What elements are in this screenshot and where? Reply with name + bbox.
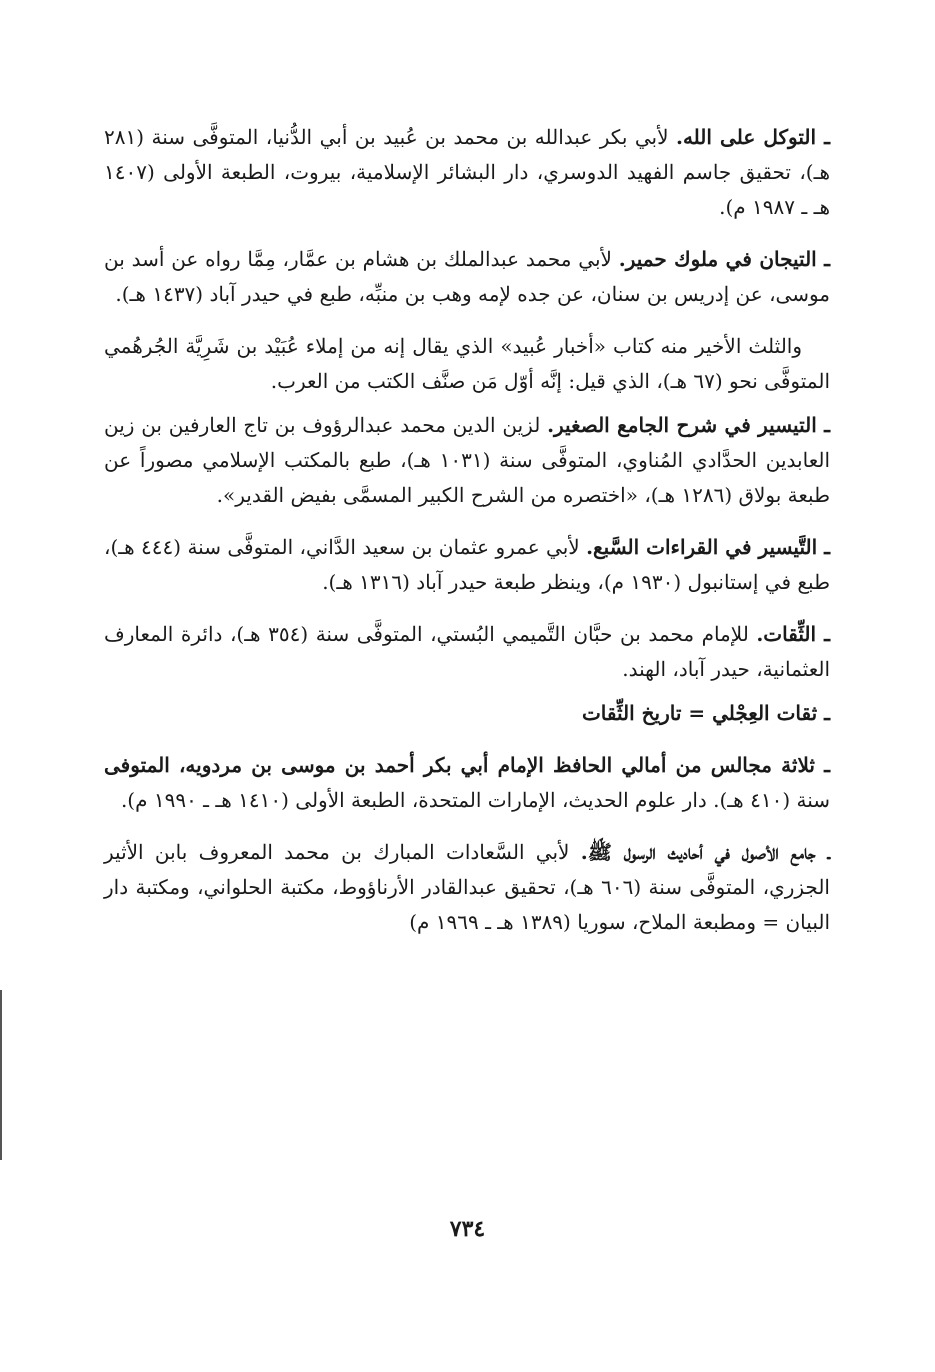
entry-dash: ـ <box>816 413 831 437</box>
scan-margin-line <box>0 990 2 1160</box>
entry-dash: ـ <box>816 247 831 271</box>
bibliography-entry <box>104 120 830 225</box>
entry-text: لأبي محمد عبدالملك بن هشام بن عمَّار، مِمَّا رواه عن أسد بن موسى، عن إدريس بن سنان، عن جده لإمه وهب بن منبِّه، طبع في حيدر آباد (١٤٣٧ هـ). <box>104 247 830 306</box>
bibliography-entry <box>104 242 830 312</box>
entry-text: للإمام محمد بن حبَّان التَّميمي البُستي، المتوفَّى سنة (٣٥٤ هـ)، دائرة المعارف العثمانية، حيدر آباد، الهند. <box>104 622 830 681</box>
bibliography-entry <box>104 835 830 940</box>
entry-dash: ـ <box>815 840 830 864</box>
entry-title: التَّيسير في القراءات السَّبع. <box>586 535 818 559</box>
entry-title: جامع الأصول في أحاديث الرسول ﷺ. <box>580 840 816 864</box>
entry-dash: ـ <box>817 535 830 559</box>
entry-text: لأبي السَّعادات المبارك بن محمد المعروف بابن الأثير الجزري، المتوفَّى سنة (٦٠٦ هـ)، تحقيق عبدالقادر الأرناؤوط، مكتبة الحلواني، ومكتبة دار البيان = ومطبعة الملاح، سوريا (١٣٨٩ هـ ـ ١٩٦٩ م) <box>104 840 830 934</box>
bibliography-note <box>104 329 830 399</box>
bibliography-entry <box>104 748 830 818</box>
entry-dash: ـ <box>814 753 831 777</box>
entry-title: ثلاثة مجالس من أمالي الحافظ الإمام أبي بكر أحمد بن موسى بن مردويه، المتوفى <box>104 753 815 777</box>
entry-text: لأبي عمرو عثمان بن سعيد الدَّاني، المتوفَّى سنة (٤٤٤ هـ)، طبع في إستانبول (١٩٣٠ م)، وينظر طبعة حيدر آباد (١٣١٦ هـ). <box>104 535 830 594</box>
bibliography-entry <box>104 617 830 687</box>
bibliography-column <box>104 120 830 957</box>
entry-text: سنة (٤١٠ هـ). دار علوم الحديث، الإمارات المتحدة، الطبعة الأولى (١٤١٠ هـ ـ ١٩٩٠ م). <box>120 788 830 812</box>
entry-dash: ـ <box>817 701 830 725</box>
entry-dash: ـ <box>816 125 830 149</box>
entry-title: التوكل على الله. <box>676 125 817 149</box>
bibliography-entry <box>104 530 830 600</box>
bibliography-entry <box>104 696 830 731</box>
entry-text: لزين الدين محمد عبدالرؤوف بن تاج العارفين بن زين العابدين الحدَّادي المُناوي، المتوفَّى سنة (١٠٣١ هـ)، طبع بالمكتب الإسلامي مصوراً عن طبعة بولاق (١٢٨٦ هـ)، «اختصره من الشرح الكبير المسمَّى بفيض القدير». <box>104 413 830 507</box>
entry-dash: ـ <box>816 622 831 646</box>
entry-title: الثِّقات. <box>756 622 817 646</box>
page-number: ٧٣٤ <box>449 1216 486 1242</box>
bibliography-entry <box>104 408 830 513</box>
entry-title: التيسير في شرح الجامع الصغير. <box>547 413 817 437</box>
entry-text: والثلث الأخير منه كتاب «أخبار عُبيد» الذي يقال إنه من إملاء عُبَيْد بن شَرِيَّة الجُرهُمي المتوفَّى نحو (٦٧ هـ)، الذي قيل: إنَّه أوّل مَن صنَّف الكتب من العرب. <box>104 334 830 393</box>
entry-title: ثقات العِجْلي = تاريخ الثِّقات <box>581 701 818 725</box>
entry-title: التيجان في ملوك حمير. <box>618 247 817 271</box>
entry-text: لأبي بكر عبدالله بن محمد بن عُبيد بن أبي الدُّنيا، المتوفَّى سنة (٢٨١ هـ)، تحقيق جاسم الفهيد الدوسري، دار البشائر الإسلامية، بيروت، الطبعة الأولى (١٤٠٧ هـ ـ ١٩٨٧ م). <box>104 125 830 219</box>
